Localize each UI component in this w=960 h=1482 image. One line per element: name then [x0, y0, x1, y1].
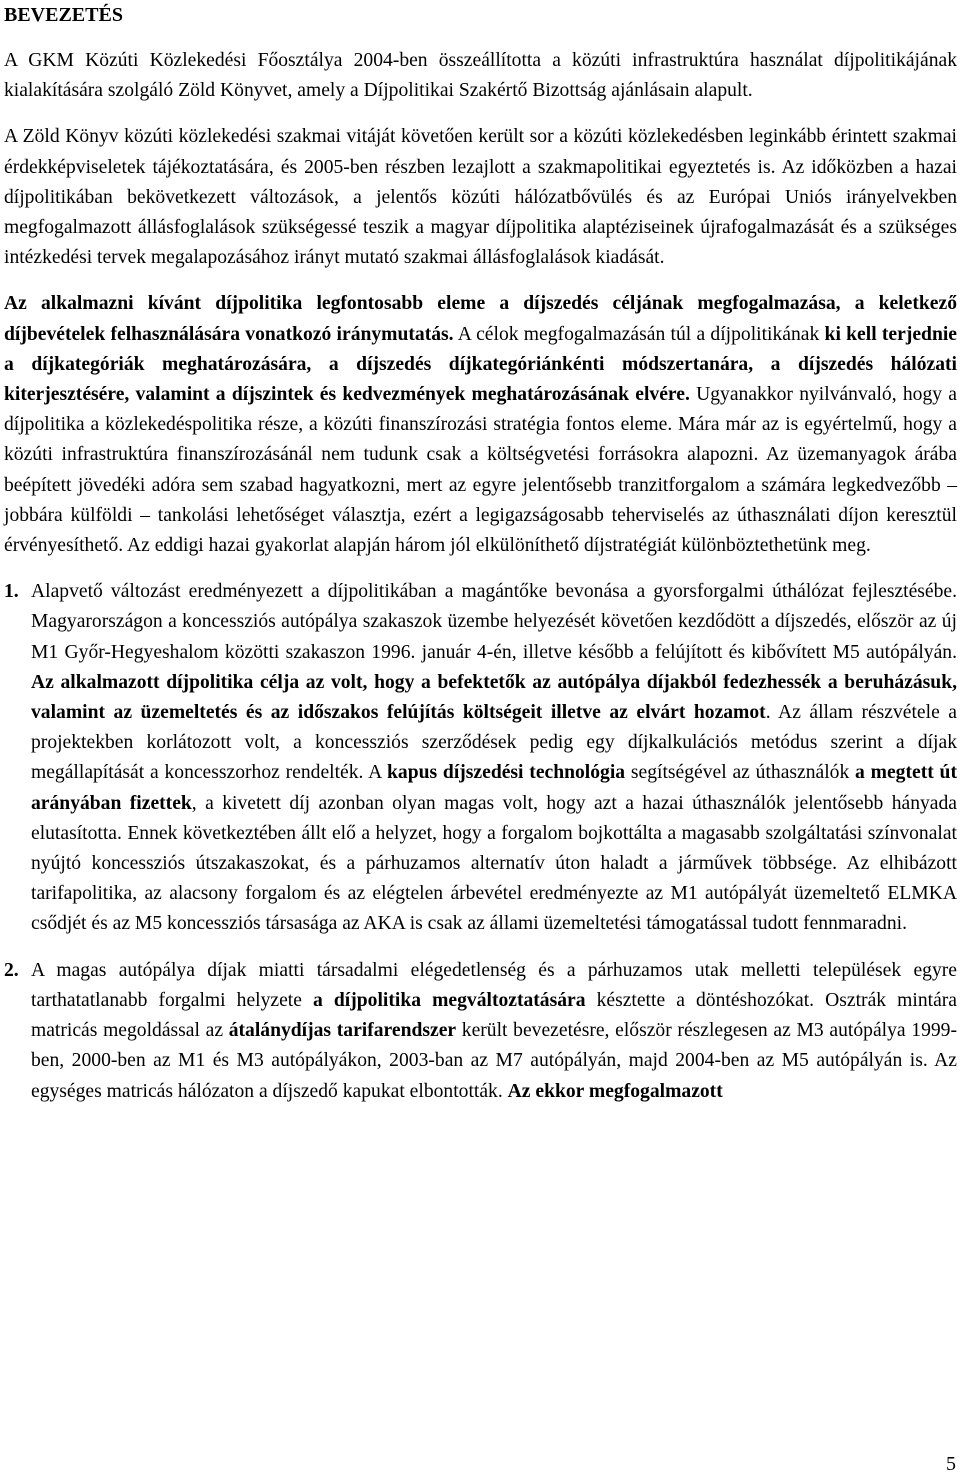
body-text: került bevezetésre, először részlegesen az M3 autópálya 1999-ben, 2000-ben az M1 és M3 autópályákon, 2003-ban az M7 autópályán, majd 2004-ben az M5 autópályán is. Az egységes matricás hálózaton a díjszedő kapukat elbontották.	[31, 1020, 957, 1102]
list-item-text	[31, 577, 957, 939]
list-item-1	[4, 577, 957, 939]
paragraph-intro: A GKM Közúti Közlekedési Főosztálya 2004-ben összeállította a közúti infrastruktúra használat díjpolitikájának kialakítására szolgáló Zöld Könyvet, amely a Díjpolitikai Szakértő Bizottság ajánlásain alapult.	[4, 50, 957, 102]
body-text: késztette a döntéshozókat. Osztrák mintára matricás megoldással az	[31, 989, 957, 1042]
bold-text: kapus díjszedési technológia	[387, 762, 626, 784]
list-number: 2.	[4, 959, 19, 981]
list-item-2	[4, 956, 957, 1107]
paragraph-toll-policy	[4, 289, 957, 561]
section-heading: BEVEZETÉS	[4, 4, 123, 26]
body-text: A magas autópálya díjak miatti társadalmi elégedetlenség és a párhuzamos utak melletti települések egyre tarthatatlanabb forgalmi helyzete	[31, 959, 957, 1011]
body-text: Alapvető változást eredményezett a díjpolitikában a magántőke bevonása a gyorsforgalmi úthálózat fejlesztésébe. Magyarországon a koncessziós autópálya szakaszok üzembe helyezését követően kezdődött a díjszedés, először az új M1 Győr-Hegyeshalom közötti szakaszon 1996. január 4-én, illetve később a felújított és kibővített M5 autópályán.	[31, 581, 957, 663]
bold-text: átalánydíjas tarifarendszer	[228, 1020, 457, 1042]
list-item-text	[31, 956, 957, 1107]
bold-text: Az alkalmazni kívánt díjpolitika legfontosabb eleme a díjszedés céljának megfogalmazása, a keletkező díjbevételek felhasználására vonatkozó iránymutatás.	[4, 293, 957, 345]
bold-text: a díjpolitika megváltoztatására	[313, 989, 586, 1011]
bold-text: ki kell terjednie a díjkategóriák meghatározására, a díjszedés díjkategóriánkénti módszertanára, a díjszedés hálózati kiterjesztésére, valamint a díjszintek és kedvezmények meghatározásának elvére.	[4, 323, 957, 406]
bold-text: Az alkalmazott díjpolitika célja az volt, hogy a befektetők az autópálya díjakból fedezhessék a beruházásuk, valamint az üzemeltetés és az időszakos felújítás költségeit illetve az elvárt hozamot	[31, 671, 957, 724]
bold-text: Az ekkor megfogalmazott	[507, 1080, 723, 1102]
body-text: . Az állam részvétele a projektekben korlátozott volt, a koncessziós szerződések pedig egy díjkalkulációs metódus szerint a díjak megállapítását a koncesszorhoz rendelték. A	[31, 702, 957, 784]
body-text: A célok megfogalmazásán túl a díjpolitikának	[453, 323, 825, 345]
body-text: Ugyanakkor nyilvánvaló, hogy a díjpolitika a közlekedéspolitika része, a közúti finanszírozási stratégia fontos eleme. Mára már az is egyértelmű, hogy a közúti infrastruktúra finanszírozásánál nem tudunk csak a költségvetési forrásokra alapozni. Az üzemanyagok árába beépített jövedéki adóra sem szabad hagyatkozni, mert az egyre jelentősebb tranzitforgalom a számára legkedvezőbb – jobbára külföldi – tankolási lehetőséget választja, ezért a legigazságosabb teherviselés az úthasználati díjon keresztül érvényesíthető. Az eddigi hazai gyakorlat alapján három jól elkülöníthető díjstratégiát különböztethetünk meg.	[4, 384, 957, 557]
page-number: 5	[946, 1453, 956, 1475]
body-text: , a kivetett díj azonban olyan magas volt, hogy azt a hazai úthasználók jelentősebb hányada elutasította. Ennek következtében állt elő a helyzet, hogy a forgalom bojkottálta a magasabb szolgáltatási színvonalat nyújtó koncessziós útszakaszokat, és a párhuzamos alternatív úton haladt a járművek többsége. Az elhibázott tarifapolitika, az alacsony forgalom és az elégtelen árbevétel eredményezte az M1 autópályát üzemeltető ELMKA csődjét és az M5 koncessziós társasága az AKA is csak az állami üzemeltetési támogatással tudott fennmaradni.	[31, 792, 958, 935]
paragraph-green-book: A Zöld Könyv közúti közlekedési szakmai vitáját követően került sor a közúti közlekedésben leginkább érintett szakmai érdekképviseletek tájékoztatására, és 2005-ben részben lezajlott a szakmapolitikai egyeztetés is. Az időközben a hazai díjpolitikában bekövetkezett változások, a jelentős közúti hálózatbővülés és az Európai Uniós irányelvekben megfogalmazott állásfoglalások szükségessé teszik a magyar díjpolitika alaptéziseinek újrafogalmazását és a szükséges intézkedési tervek megalapozásához irányt mutató szakmai állásfoglalások kiadását.	[4, 126, 957, 269]
body-text: segítségével az úthasználók	[625, 762, 856, 784]
list-number: 1.	[4, 581, 19, 603]
bold-text: a megtett út arányában fizettek	[31, 762, 957, 814]
